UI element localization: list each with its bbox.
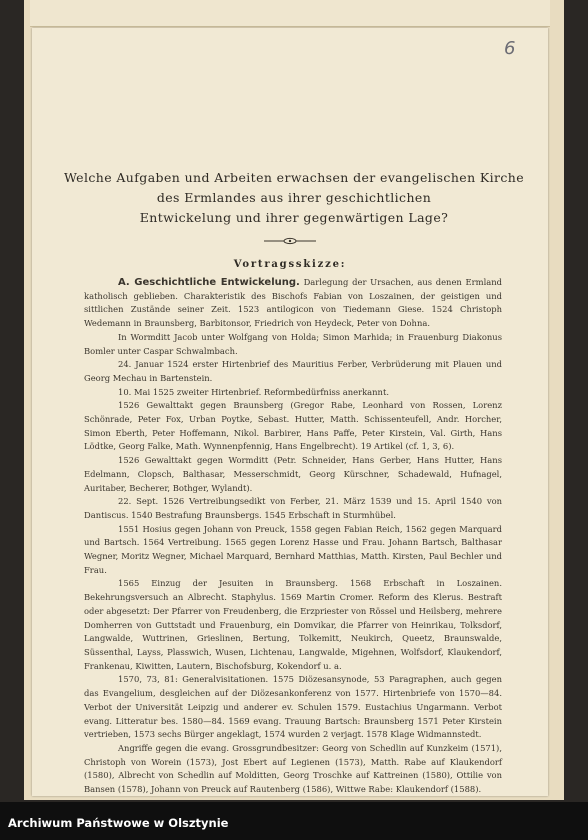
paragraph	[84, 276, 502, 331]
paragraph: 1551 Hosius gegen Johann von Preuck, 1558 gegen Fabian Reich, 1562 gegen Marquard und Bartsch. 1564 Vertreibung. 1565 gegen Lorenz Hasse und Frau. Johann Bartsch, Balthasar Wegner, Moritz Wegner, Michael Marquard, Bernhard Matthias, Matth. Kirsten, Paul Bechler und Frau.	[84, 523, 502, 575]
ornament-divider-icon	[262, 236, 318, 246]
paragraph: 1526 Gewalttakt gegen Wormditt (Petr. Schneider, Hans Gerber, Hans Hutter, Hans Edelmann, Clopsch, Balthasar, Messerschmidt, Georg Kürschner, Schadewald, Hufnagel, Auritaber, Becherer, Bothger, Wylandt).	[84, 455, 502, 493]
archive-footer-bar	[0, 802, 588, 840]
paragraph: 24. Januar 1524 erster Hirtenbrief des Mauritius Ferber, Verbrüderung mit Plauen und Georg Mechau in Bartenstein.	[84, 359, 502, 383]
title-line: Welche Aufgaben und Arbeiten erwachsen der evangelischen Kirche	[63, 170, 525, 185]
document-title	[60, 168, 528, 228]
paragraph: 10. Mai 1525 zweiter Hirtenbrief. Reformbedürfniss anerkannt.	[118, 386, 389, 397]
paragraph: 1570, 73, 81: Generalvisitationen. 1575 Diözesansynode, 53 Paragraphen, auch gegen das Evangelium, desgleichen auf der Diözesankonferenz von 1577. Hirtenbriefe von 1570—84. Verbot der Universität Leipzig und anderer ev. Schulen 1579. Eustachius Ungarmann. Verbot evang. Litteratur bes. 1580—84. 1569 evang. Trauung Bartsch: Braunsberg 1571 Peter Kirstein vertrieben, 1573 sechs Bürger angeklagt, 1574 wurden 2 verjagt. 1578 Klage Widmannstedt.	[84, 674, 502, 740]
paragraph: 22. Sept. 1526 Vertreibungsedikt von Ferber, 21. März 1539 und 15. April 1540 von Dantiscus. 1540 Bestrafung Braunsbergs. 1545 Erbschaft in Sturmhübel.	[84, 496, 502, 520]
title-line: des Ermlandes aus ihrer geschichtlichen	[156, 190, 432, 205]
paragraph: Angriffe gegen die evang. Grossgrundbesitzer: Georg von Schedlin auf Kunzkeim (1571), Christoph von Worein (1573), Jost Ebert auf Legienen (1573), Matth. Rabe auf Klaukendorf (1580), Albrecht von Schedlin auf Molditten, Georg Troschke auf Kattreinen (1580), Ottilie von Bansen (1578), Johann von Preuck auf Rautenberg (1586), Wittwe Rabe: Klaukendorf (1588).	[84, 742, 502, 795]
archive-name: Archiwum Państwowe w Olsztynie	[8, 816, 229, 830]
paragraph: 1565 Einzug der Jesuiten in Braunsberg. 1568 Erbschaft in Loszainen. Bekehrungsversuch an Albrecht. Staphylus. 1569 Martin Cromer. Reform des Klerus. Bestraft oder abgesetzt: Der Pfarrer von Freudenberg, die Erzpriester von Rössel und Heilsberg, mehrere Domherren von Guttstadt und Frauenburg, ein Domvikar, die Pfarrer von Heinrikau, Tolksdorf, Langwalde, Wuttrinen, Grieslinen, Bertung, Tolkemitt, Neukirch, Queetz, Braunswalde, Süssenthal, Layss, Plasswich, Wusen, Lichtenau, Langwalde, Migehnen, Wolfsdorf, Klaukendorf, Frankenau, Kiwitten, Lautern, Bischofsburg, Kokendorf u. a.	[84, 578, 502, 671]
document-body	[84, 276, 502, 797]
page-number: 6	[504, 38, 516, 59]
title-line: Entwickelung und ihrer gegenwärtigen Lage?	[139, 210, 449, 225]
paragraph: 1526 Gewalttakt gegen Braunsberg (Gregor Rabe, Leonhard von Rossen, Lorenz Schönrade, Peter Fox, Urban Poytke, Sebast. Hutter, Matth. Schissenteufell, Andr. Horcher, Simon Eberth, Peter Hoffemann, Nikol. Barbirer, Hans Paffe, Peter Kirstein, Val. Girth, Hans Lödtke, Georg Falke, Math. Wynnenpfennig, Hans Engelbrecht). 19 Artikel (cf. 1, 3, 6).	[84, 400, 502, 452]
folder-edge	[30, 0, 550, 27]
paragraph: In Wormditt Jacob unter Wolfgang von Holda; Simon Marhida; in Frauenburg Diakonus Bomler unter Caspar Schwalmbach.	[84, 331, 502, 356]
section-label: A. Geschichtliche Entwickelung.	[118, 277, 300, 288]
paragraph-text: Darlegung der Ursachen, aus denen Ermland katholisch geblieben. Charakteristik des Bischofs Fabian von Loszainen, der geistigen und sittlichen Zustände seiner Zeit. 1523 antilogicon von Tiedemann Giese. 1524 Christoph Wedemann in Braunsberg, Barbitonsor, Friedrich von Heydeck, Peter von Dohna.	[84, 277, 502, 329]
subheading: Vortragsskizze:	[233, 259, 347, 270]
